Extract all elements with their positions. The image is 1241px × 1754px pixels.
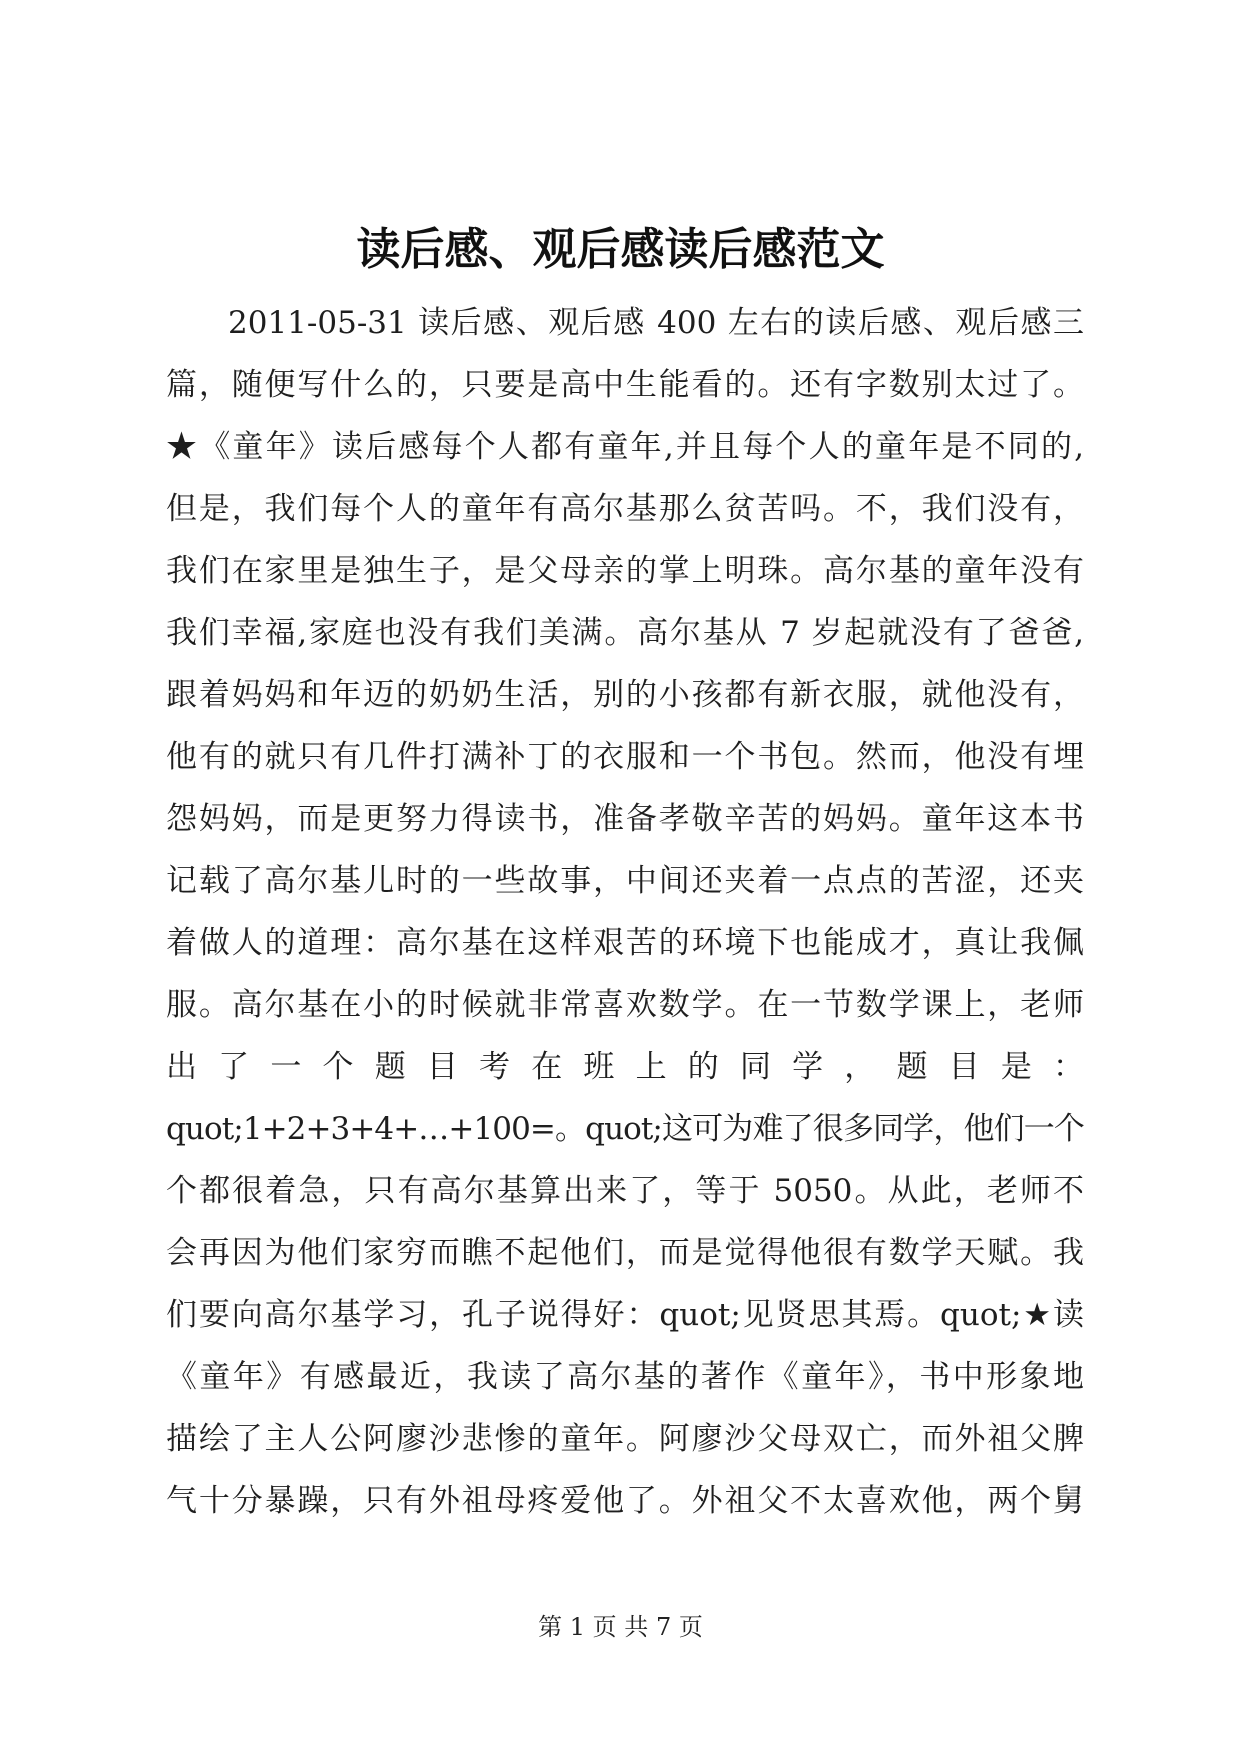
text-line: 描绘了主人公阿廖沙悲惨的童年。阿廖沙父母双亡，而外祖父脾 [166, 1421, 1084, 1457]
text-line: 我们幸福,家庭也没有我们美满。高尔基从 7 岁起就没有了爸爸, [166, 615, 1084, 651]
text-line: 服。高尔基在小的时候就非常喜欢数学。在一节数学课上，老师 [166, 987, 1084, 1023]
text-line: 怨妈妈，而是更努力得读书，准备孝敬辛苦的妈妈。童年这本书 [166, 801, 1084, 837]
text-line: 《童年》有感最近，我读了高尔基的著作《童年》，书中形象地 [166, 1359, 1084, 1395]
text-line: 出了一个题目考在班上的同学，题目是： [166, 1049, 1084, 1085]
text-line: 篇，随便写什么的，只要是高中生能看的。还有字数别太过了。 [166, 367, 1084, 403]
text-line: 跟着妈妈和年迈的奶奶生活，别的小孩都有新衣服，就他没有， [166, 677, 1084, 713]
text-line: 着做人的道理：高尔基在这样艰苦的环境下也能成才，真让我佩 [166, 925, 1084, 961]
text-line: quot;1+2+3+4+…+100=。quot;这可为难了很多同学，他们一个 [166, 1111, 1084, 1147]
document-title: 读后感、观后感读后感范文 [356, 224, 885, 275]
text-line: ★《童年》读后感每个人都有童年,并且每个人的童年是不同的, [166, 429, 1084, 465]
text-line: 但是，我们每个人的童年有高尔基那么贫苦吗。不，我们没有， [166, 491, 1084, 527]
text-line: 会再因为他们家穷而瞧不起他们，而是觉得他很有数学天赋。我 [166, 1235, 1084, 1271]
text-line: 他有的就只有几件打满补丁的衣服和一个书包。然而，他没有埋 [166, 739, 1084, 775]
text-line: 我们在家里是独生子，是父母亲的掌上明珠。高尔基的童年没有 [166, 553, 1084, 589]
text-line: 2011-05-31 读后感、观后感 400 左右的读后感、观后感三 [228, 305, 1084, 341]
text-line: 记载了高尔基儿时的一些故事，中间还夹着一点点的苦涩，还夹 [166, 863, 1084, 899]
text-line: 气十分暴躁，只有外祖母疼爱他了。外祖父不太喜欢他，两个舅 [166, 1483, 1084, 1519]
body-paragraph [166, 292, 1084, 1532]
text-line: 个都很着急，只有高尔基算出来了，等于 5050。从此，老师不 [166, 1173, 1084, 1209]
page-number-footer: 第 1 页 共 7 页 [538, 1613, 703, 1641]
text-line: 们要向高尔基学习，孔子说得好：quot;见贤思其焉。quot;★读 [166, 1297, 1084, 1333]
